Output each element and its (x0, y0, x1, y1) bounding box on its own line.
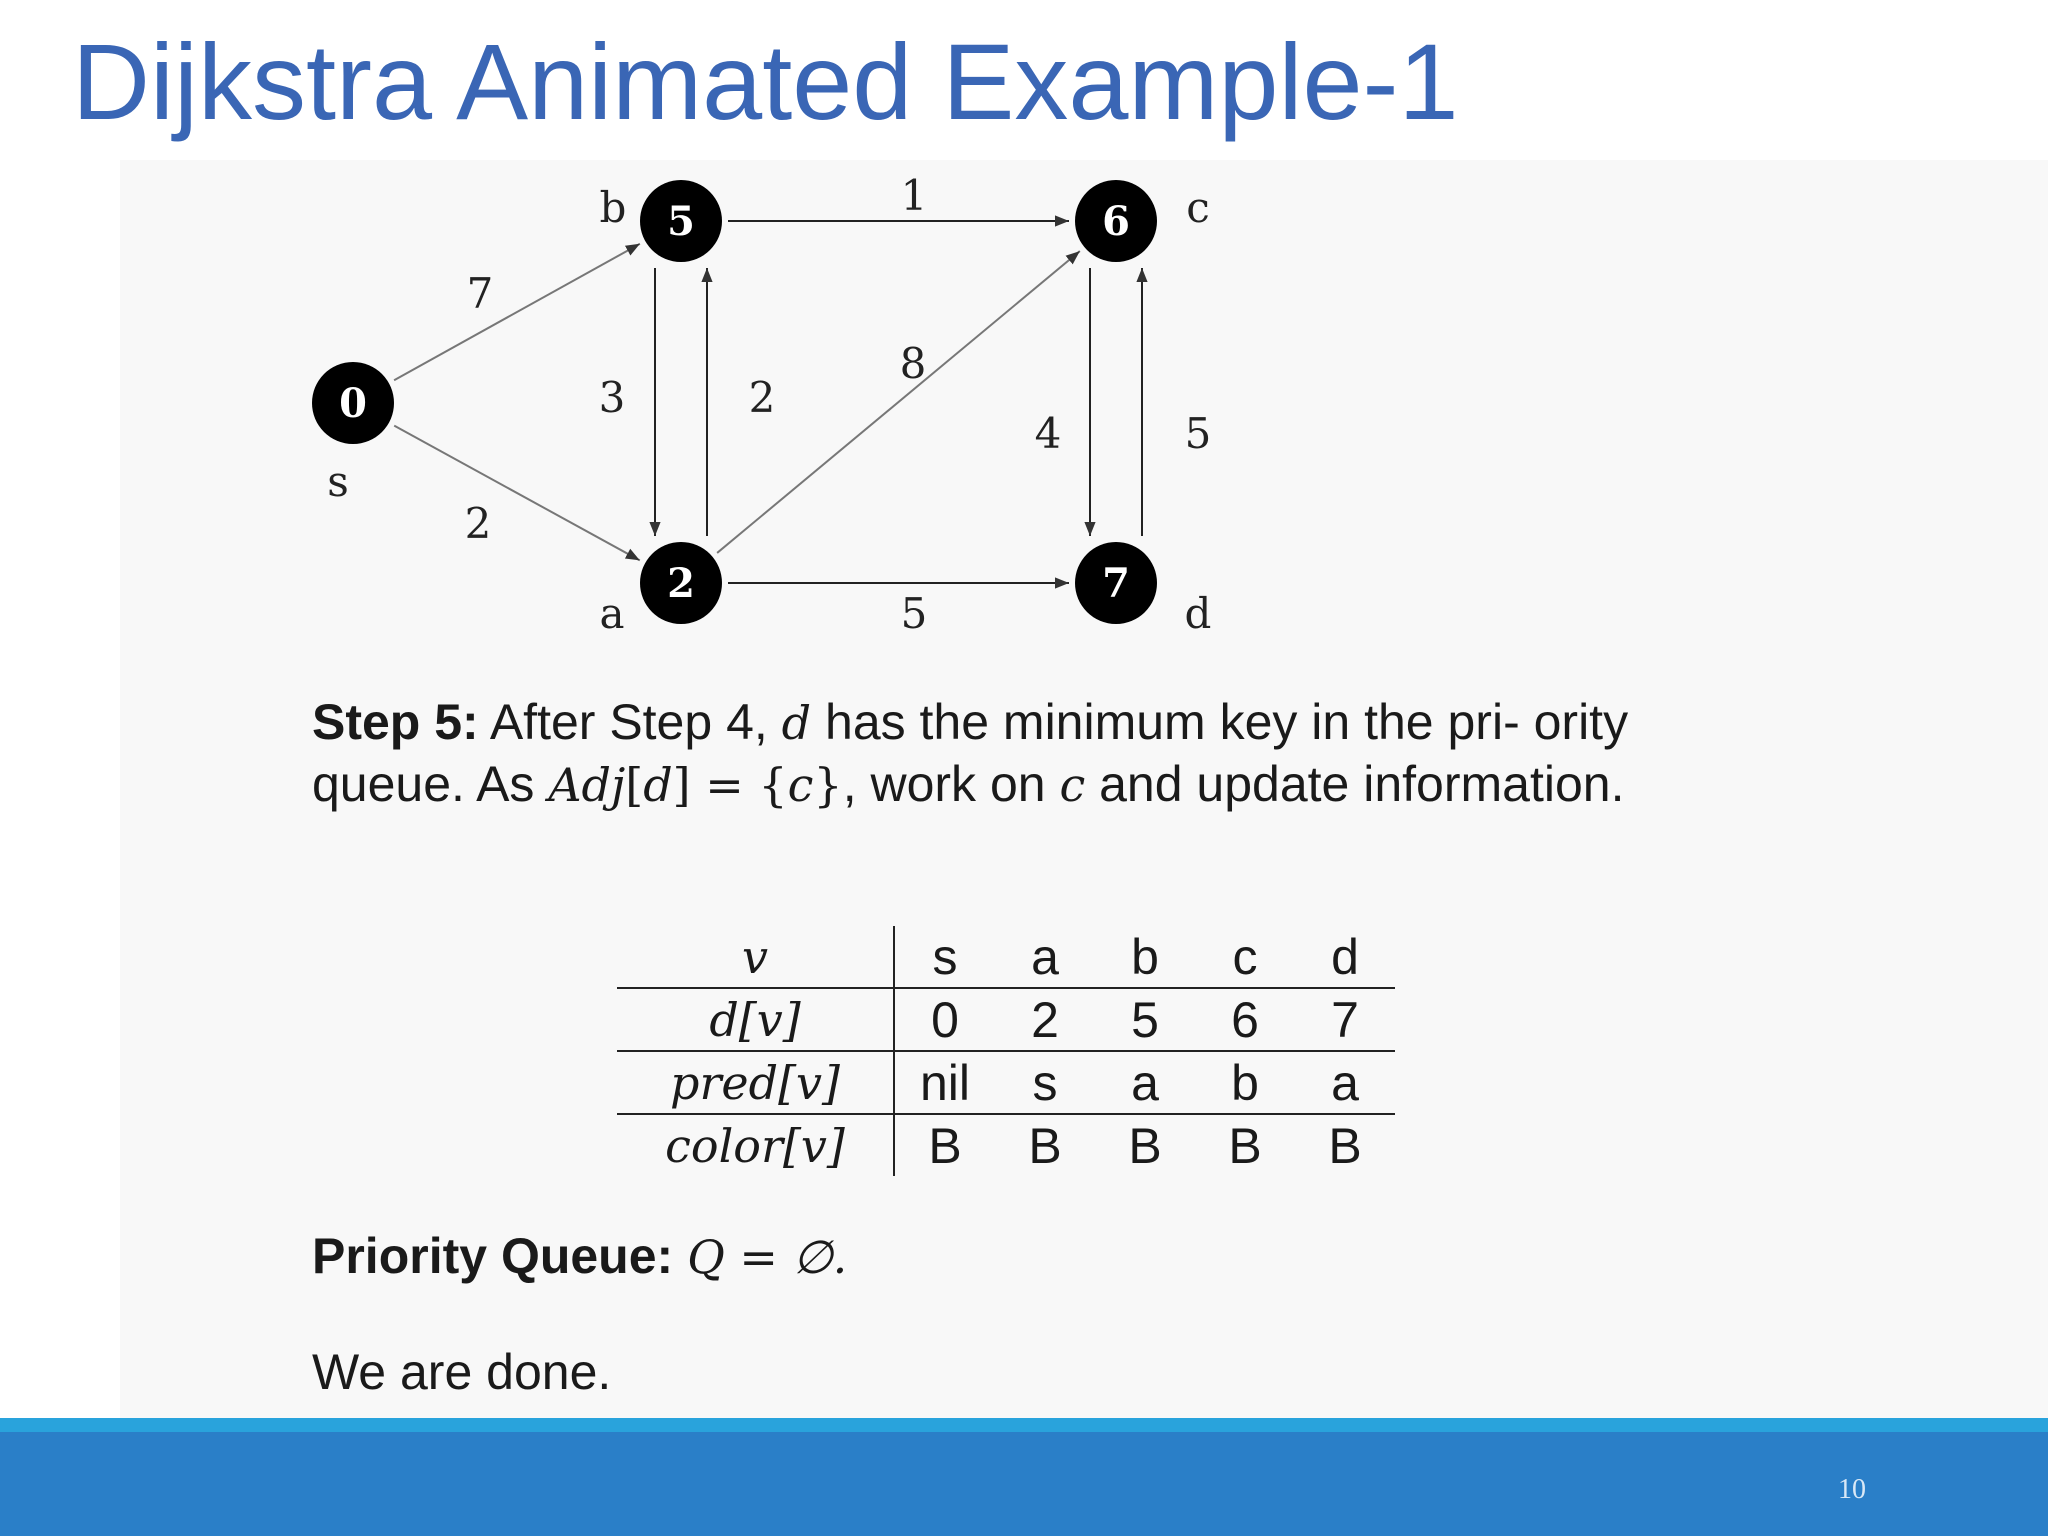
priority-queue-line (312, 1226, 847, 1287)
step-math-c: c (787, 758, 814, 812)
table-row-vertices (617, 926, 1395, 988)
node-c-value: 6 (1102, 198, 1130, 245)
row-header-d: d[v] (617, 988, 894, 1051)
footer-bar (0, 1432, 2048, 1536)
pred-cell: b (1195, 1051, 1295, 1114)
step-math-open-bracket: [ (625, 758, 644, 812)
node-d-label: d (1184, 589, 1212, 638)
node-c-label: c (1186, 183, 1210, 232)
slide-title: Dijkstra Animated Example-1 (72, 21, 1459, 142)
step-math-d: d (781, 696, 812, 750)
step-description (312, 692, 1732, 816)
table-row-distance (617, 988, 1395, 1051)
node-s-label: s (327, 457, 349, 506)
footer-accent-bar (0, 1418, 2048, 1432)
edge-weight-d-c: 5 (1184, 409, 1212, 458)
edge-s-b (394, 244, 640, 380)
step-label: Step 5: (312, 694, 479, 750)
row-header-color: color[v] (617, 1114, 894, 1176)
color-cell: B (1195, 1114, 1295, 1176)
step-text-part-1: After Step 4, (478, 694, 782, 750)
edge-weight-s-b: 7 (466, 269, 494, 318)
edge-s-a (394, 426, 640, 561)
node-a-value: 2 (667, 560, 695, 607)
distance-cell: 6 (1195, 988, 1295, 1051)
step-math-adj: Adj (548, 758, 626, 812)
graph-diagram (0, 0, 2048, 680)
pred-cell: a (1095, 1051, 1195, 1114)
color-cell: B (1095, 1114, 1195, 1176)
step-text-part-4: and update information. (1085, 756, 1625, 812)
priority-queue-formula: Q = ∅. (687, 1230, 848, 1284)
step-math-work-c: c (1059, 758, 1086, 812)
step-text-part-2: has the minimum key in the pri- ority queue. As (312, 694, 1629, 812)
table-row-color (617, 1114, 1395, 1176)
row-header-pred: pred[v] (617, 1051, 894, 1114)
step-math-close-brace: } (813, 758, 843, 812)
pred-cell: nil (894, 1051, 995, 1114)
row-header-v: v (617, 926, 894, 988)
edge-weight-a-d: 5 (900, 589, 928, 638)
table-row-pred (617, 1051, 1395, 1114)
conclusion-text: We are done. (312, 1344, 612, 1400)
distance-cell: 0 (894, 988, 995, 1051)
distance-table (617, 926, 1395, 1176)
edge-weight-a-c: 8 (899, 339, 927, 388)
pred-cell: s (995, 1051, 1095, 1114)
priority-queue-label: Priority Queue: (312, 1228, 674, 1284)
node-d-value: 7 (1102, 560, 1130, 607)
page-number: 10 (1838, 1474, 1866, 1505)
node-s-value: 0 (339, 380, 367, 427)
vertex-cell: s (932, 928, 958, 985)
pred-cell: a (1295, 1051, 1395, 1114)
vertex-cell: c (1232, 928, 1258, 985)
vertex-cell: a (1031, 928, 1059, 985)
step-math-equals-set: ] = { (672, 758, 788, 812)
color-cell: B (995, 1114, 1095, 1176)
step-text-part-3: , work on (842, 756, 1060, 812)
node-b-value: 5 (667, 198, 695, 245)
edge-weight-s-a: 2 (464, 499, 492, 548)
color-cell: B (1295, 1114, 1395, 1176)
vertex-cell: d (1331, 928, 1359, 985)
color-cell: B (894, 1114, 995, 1176)
edge-weight-b-a: 2 (748, 373, 776, 422)
distance-cell: 7 (1295, 988, 1395, 1051)
vertex-cell: b (1131, 928, 1159, 985)
edge-weight-b-c: 1 (900, 171, 928, 220)
distance-cell: 2 (995, 988, 1095, 1051)
node-b-label: b (599, 183, 627, 232)
node-a-label: a (599, 589, 625, 638)
edge-weight-a-b: 3 (598, 373, 626, 422)
edge-weight-c-d: 4 (1034, 409, 1062, 458)
distance-cell: 5 (1095, 988, 1195, 1051)
step-math-adj-d: d (643, 758, 673, 812)
